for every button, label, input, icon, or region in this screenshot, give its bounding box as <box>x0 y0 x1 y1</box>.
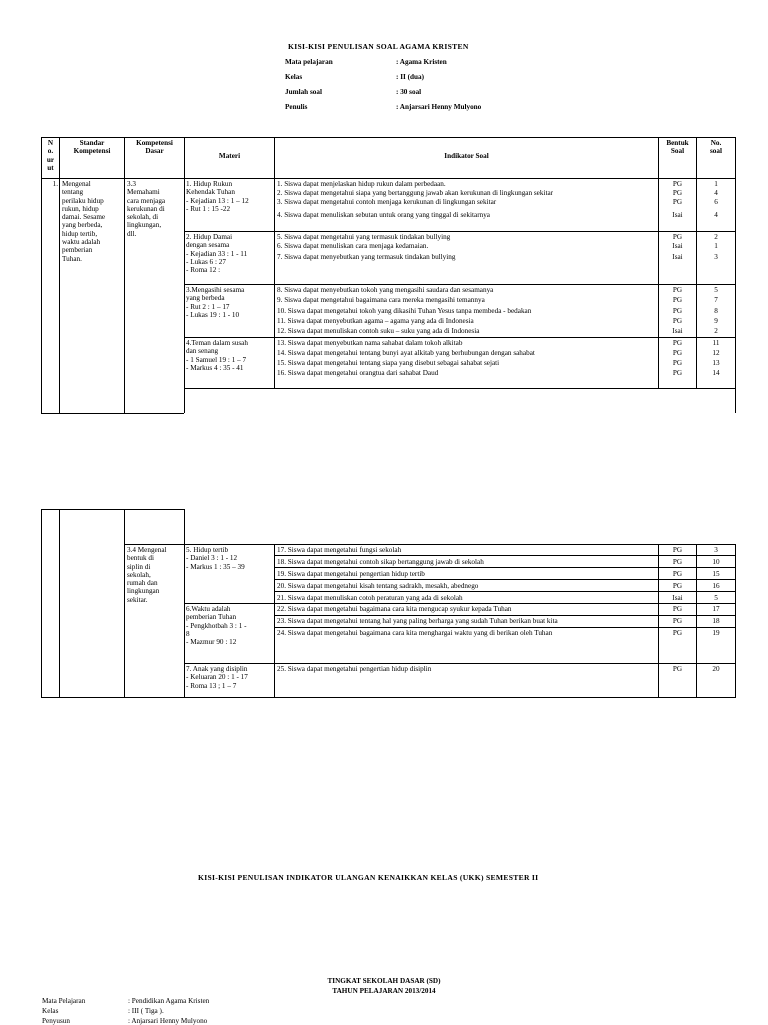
bentuk-cell: PG <box>672 617 683 625</box>
indicator-text: 15. Siswa dapat mengetahui tentang siapa yang disebut sebagai sahabat sejati <box>277 359 500 367</box>
soal-number: 3 <box>714 546 718 554</box>
soal-number: 20 <box>712 665 720 673</box>
field-label-class: Kelas <box>42 1007 59 1015</box>
header-kompetensi: Kompetensi Dasar <box>136 139 173 156</box>
soal-number: 3 <box>714 253 718 261</box>
bentuk-cell: Isai <box>672 211 683 219</box>
soal-number: 5 <box>714 594 718 602</box>
header-materi: Materi <box>218 152 241 160</box>
bentuk-cell: PG <box>672 339 683 347</box>
section-subtitle-level: TINGKAT SEKOLAH DASAR (SD) <box>327 977 441 985</box>
bentuk-cell: Isai <box>672 253 683 261</box>
header-nosoal: No. soal <box>710 139 722 156</box>
soal-number: 10 <box>712 558 720 566</box>
soal-number: 4 <box>714 211 718 219</box>
indicator-text: 25. Siswa dapat mengetahui pengertian hidup disiplin <box>277 665 432 673</box>
soal-number: 14 <box>712 369 720 377</box>
indicator-text: 16. Siswa dapat mengetahui orangtua dari sahabat Daud <box>277 369 439 377</box>
soal-number: 16 <box>712 582 720 590</box>
soal-number: 18 <box>712 617 720 625</box>
soal-number: 2 <box>714 233 718 241</box>
indicator-text: 11. Siswa dapat menyebutkan agama – agama yang ada di Indonesia <box>277 317 474 325</box>
bentuk-cell: Isai <box>672 327 683 335</box>
field-label-subject: Mata pelajaran <box>285 58 333 66</box>
indicator-text: 4. Siswa dapat menuliskan sebutan untuk orang yang tinggal di sekitarnya <box>277 211 490 219</box>
bentuk-cell: PG <box>672 629 683 637</box>
indicator-text: 3. Siswa dapat mengetahui contoh menjaga kerukunan di lingkungan sekitar <box>277 198 497 206</box>
field-value-class: : III ( Tiga ). <box>128 1007 164 1015</box>
bentuk-cell: PG <box>672 296 683 304</box>
indicator-text: 20. Siswa dapat mengetahui kisah tentang sadrakh, mesakh, abednego <box>277 582 479 590</box>
soal-number: 12 <box>712 349 720 357</box>
indicator-text: 13. Siswa dapat menyebutkan nama sahabat dalam tokoh alkitab <box>277 339 463 347</box>
indicator-text: 24. Siswa dapat mengetahui bagaimana cara kita menghargai waktu yang di berikan oleh Tuhan <box>277 629 553 637</box>
bentuk-cell: PG <box>672 665 683 673</box>
indicator-text: 17. Siswa dapat mengetahui fungsi sekolah <box>277 546 402 554</box>
soal-number: 1 <box>714 242 718 250</box>
materi-cell: 4.Teman dalam susah dan senang - 1 Samuel 19 : 1 – 7 - Markus 4 : 35 - 41 <box>186 339 248 372</box>
field-value-subject: : Agama Kristen <box>396 58 447 66</box>
indicator-text: 1. Siswa dapat menjelaskan hidup rukun dalam perbedaan. <box>277 180 446 188</box>
soal-number: 7 <box>714 296 718 304</box>
standar-kompetensi: Mengenal tentang perilaku hidup rukun, hidup damai. Sesame yang berbeda, hidup tertib, waktu adalah pemberian Tuhan. <box>62 180 106 263</box>
field-value-author: : Anjarsari Henny Mulyono <box>128 1017 208 1025</box>
soal-number: 13 <box>712 359 720 367</box>
materi-cell: 1. Hidup Rukun Kehendak Tuhan - Kejadian 13 : 1 – 12 - Rut 1 : 15 -22 <box>186 180 249 213</box>
header-standar: Standar Kompetensi <box>73 139 111 156</box>
indicator-text: 12. Siswa dapat menuliskan contoh suku – suku yang ada di Indonesia <box>277 327 480 335</box>
bentuk-cell: PG <box>672 286 683 294</box>
bentuk-cell: PG <box>672 233 683 241</box>
bentuk-cell: PG <box>672 369 683 377</box>
materi-cell: 7. Anak yang disiplin - Keluaran 20 : 1 - 17 - Roma 13 ; 1 – 7 <box>186 665 248 690</box>
field-value-subject: : Pendidikan Agama Kristen <box>128 997 210 1005</box>
indicator-text: 8. Siswa dapat menyebutkan tokoh yang mengasihi saudara dan sesamanya <box>277 286 494 294</box>
materi-cell: 3.Mengasihi sesama yang berbeda - Rut 2 : 1 – 17 - Lukas 19 : 1 - 10 <box>186 286 245 319</box>
bentuk-cell: Isai <box>672 594 683 602</box>
indicator-text: 5. Siswa dapat mengetahui yang termasuk tindakan bullying <box>277 233 451 241</box>
soal-number: 5 <box>714 286 718 294</box>
soal-number: 9 <box>714 317 718 325</box>
materi-cell: 2. Hidup Damai dengan sesama - Kejadian 33 : 1 - 11 - Lukas 6 : 27 - Roma 12 : <box>186 233 248 275</box>
bentuk-cell: PG <box>672 558 683 566</box>
bentuk-cell: PG <box>672 198 683 206</box>
bentuk-cell: PG <box>672 605 683 613</box>
bentuk-cell: PG <box>672 546 683 554</box>
indicator-text: 6. Siswa dapat menuliskan cara menjaga kedamaian. <box>277 242 429 250</box>
soal-number: 1 <box>714 180 718 188</box>
bentuk-cell: PG <box>672 582 683 590</box>
field-label-count: Jumlah soal <box>285 88 322 96</box>
section-title: KISI-KISI PENULISAN INDIKATOR ULANGAN KENAIKKAN KELAS (UKK) SEMESTER II <box>198 873 539 882</box>
field-label-class: Kelas <box>285 73 303 81</box>
indicator-text: 2. Siswa dapat mengetahui siapa yang bertanggung jawab akan kerukunan di lingkungan sekitar <box>277 189 554 197</box>
header-indikator: Indikator Soal <box>444 152 489 160</box>
document-title: KISI-KISI PENULISAN SOAL AGAMA KRISTEN <box>288 42 469 51</box>
bentuk-cell: PG <box>672 307 683 315</box>
bentuk-cell: PG <box>672 317 683 325</box>
bentuk-cell: PG <box>672 189 683 197</box>
soal-number: 2 <box>714 327 718 335</box>
indicator-text: 21. Siswa dapat menuliskan cotoh peraturan yang ada di sekolah <box>277 594 463 602</box>
header-bentuk: Bentuk Soal <box>666 139 689 156</box>
bentuk-cell: PG <box>672 180 683 188</box>
header-no: N o. ur ut <box>46 139 55 172</box>
field-value-author: : Anjarsari Henny Mulyono <box>396 103 482 111</box>
indicator-text: 14. Siswa dapat mengetahui tentang bunyi ayat alkitab yang berhubungan dengan sahabat <box>277 349 535 357</box>
bentuk-cell: Isai <box>672 242 683 250</box>
indicator-text: 18. Siswa dapat mengetahui contoh sikap bertanggung jawab di sekolah <box>277 558 484 566</box>
soal-number: 6 <box>714 198 718 206</box>
soal-number: 19 <box>712 629 720 637</box>
bentuk-cell: PG <box>672 349 683 357</box>
soal-number: 17 <box>712 605 720 613</box>
field-value-count: : 30 soal <box>396 88 422 96</box>
indicator-text: 23. Siswa dapat mengetahui tentang hal yang paling berharga yang sudah Tuhan berikan buat kita <box>277 617 558 625</box>
bentuk-cell: PG <box>672 359 683 367</box>
field-label-author: Penulis <box>285 103 308 111</box>
kompetensi-dasar: 3.4 Mengenal bentuk di siplin di sekolah, rumah dan lingkungan sekitar. <box>127 546 167 604</box>
section-subtitle-year: TAHUN PELAJARAN 2013/2014 <box>332 987 436 995</box>
indicator-text: 22. Siswa dapat mengetahui bagaimana cara kita mengucap syukur kepada Tuhan <box>277 605 512 613</box>
soal-number: 4 <box>714 189 718 197</box>
indicator-text: 10. Siswa dapat mengetahui tokoh yang dikasihi Tuhan Yesus tanpa membeda - bedakan <box>277 307 532 315</box>
materi-cell: 6.Waktu adalah pemberian Tuhan - Pengkhotbah 3 : 1 - 8 - Mazmur 90 : 12 <box>186 605 247 647</box>
field-label-subject: Mata Pelajaran <box>42 997 86 1005</box>
indicator-text: 19. Siswa dapat mengetahui pengertian hidup tertib <box>277 570 425 578</box>
kompetensi-dasar: 3.3 Memahami cara menjaga kerukunan di sekolah, di lingkungan, dll. <box>127 180 166 238</box>
indicator-text: 7. Siswa dapat menyebutkan yang termasuk tindakan bullying <box>277 253 456 261</box>
soal-number: 15 <box>712 570 720 578</box>
materi-cell: 5. Hidup tertib - Daniel 3 : 1 - 12 - Markus 1 : 35 – 39 <box>186 546 245 571</box>
row-number: 1. <box>52 180 58 188</box>
field-label-author: Penyusun <box>42 1017 70 1025</box>
bentuk-cell: PG <box>672 570 683 578</box>
soal-number: 11 <box>712 339 720 347</box>
indicator-text: 9. Siswa dapat mengetahui bagaimana cara mereka mengasihi temannya <box>277 296 485 304</box>
field-value-class: : II (dua) <box>396 73 424 81</box>
soal-number: 8 <box>714 307 718 315</box>
